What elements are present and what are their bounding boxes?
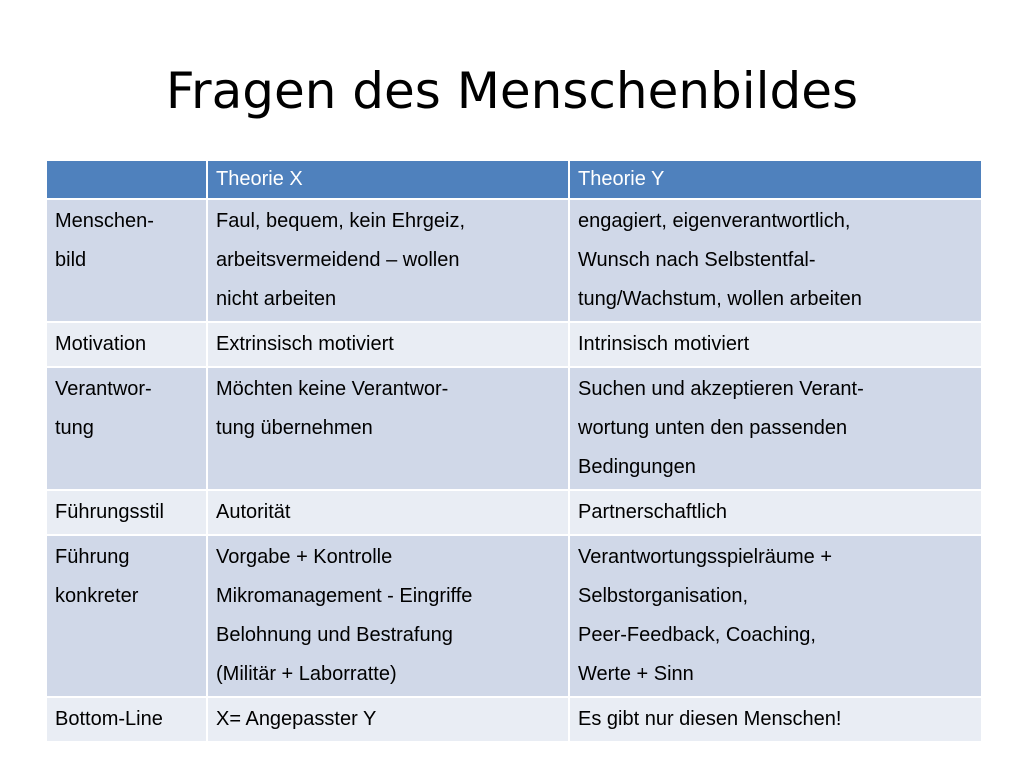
cell-text: Extrinsisch motiviert	[216, 333, 394, 355]
theorie-x-cell	[207, 535, 569, 697]
cell-text: Faul, bequem, kein Ehrgeiz, arbeitsvermeidend – wollen nicht arbeiten	[216, 210, 466, 310]
comparison-table	[45, 159, 983, 743]
cell-text: Menschen- bild	[55, 210, 154, 271]
theorie-x-cell	[207, 322, 569, 367]
row-label-cell	[46, 199, 207, 322]
theorie-y-cell	[569, 697, 982, 742]
cell-text: Vorgabe + Kontrolle Mikromanagement - Eingriffe Belohnung und Bestrafung (Militär + Laborratte)	[216, 546, 473, 685]
row-label-cell	[46, 322, 207, 367]
cell-text: Führungsstil	[55, 501, 164, 523]
table-row	[46, 322, 982, 367]
cell-text: Es gibt nur diesen Menschen!	[578, 708, 842, 730]
theorie-y-cell	[569, 199, 982, 322]
cell-text: engagiert, eigenverantwortlich, Wunsch nach Selbstentfal- tung/Wachstum, wollen arbeiten	[578, 210, 862, 310]
theorie-x-cell	[207, 367, 569, 490]
slide-title: Fragen des Menschenbildes	[165, 62, 859, 120]
theorie-x-cell	[207, 490, 569, 535]
cell-text: Autorität	[216, 501, 291, 523]
row-label-cell	[46, 697, 207, 742]
row-label-cell	[46, 367, 207, 490]
table-row	[46, 367, 982, 490]
cell-text: Motivation	[55, 333, 147, 355]
theorie-y-cell	[569, 367, 982, 490]
header-cell-theorie-y: Theorie Y	[569, 160, 982, 199]
cell-text: Verantwor- tung	[55, 378, 152, 439]
cell-text: Möchten keine Verantwor- tung übernehmen	[216, 378, 449, 439]
cell-text: Partnerschaftlich	[578, 501, 727, 523]
cell-text: Intrinsisch motiviert	[578, 333, 750, 355]
row-label-cell	[46, 535, 207, 697]
cell-text: Suchen und akzeptieren Verant- wortung unten den passenden Bedingungen	[578, 378, 864, 478]
table-row	[46, 535, 982, 697]
theorie-y-cell	[569, 535, 982, 697]
table-row	[46, 697, 982, 742]
cell-text: Bottom-Line	[55, 708, 163, 730]
table-header-row	[46, 160, 982, 199]
theorie-x-cell	[207, 697, 569, 742]
header-cell-theorie-x: Theorie X	[207, 160, 569, 199]
cell-text: X= Angepasster Y	[216, 708, 377, 730]
table-row	[46, 199, 982, 322]
theorie-y-cell	[569, 490, 982, 535]
header-cell-empty	[46, 160, 207, 199]
theorie-x-cell	[207, 199, 569, 322]
table-row	[46, 490, 982, 535]
cell-text: Führung konkreter	[55, 546, 139, 607]
row-label-cell	[46, 490, 207, 535]
theorie-y-cell	[569, 322, 982, 367]
cell-text: Verantwortungsspielräume + Selbstorganisation, Peer-Feedback, Coaching, Werte + Sinn	[578, 546, 833, 685]
